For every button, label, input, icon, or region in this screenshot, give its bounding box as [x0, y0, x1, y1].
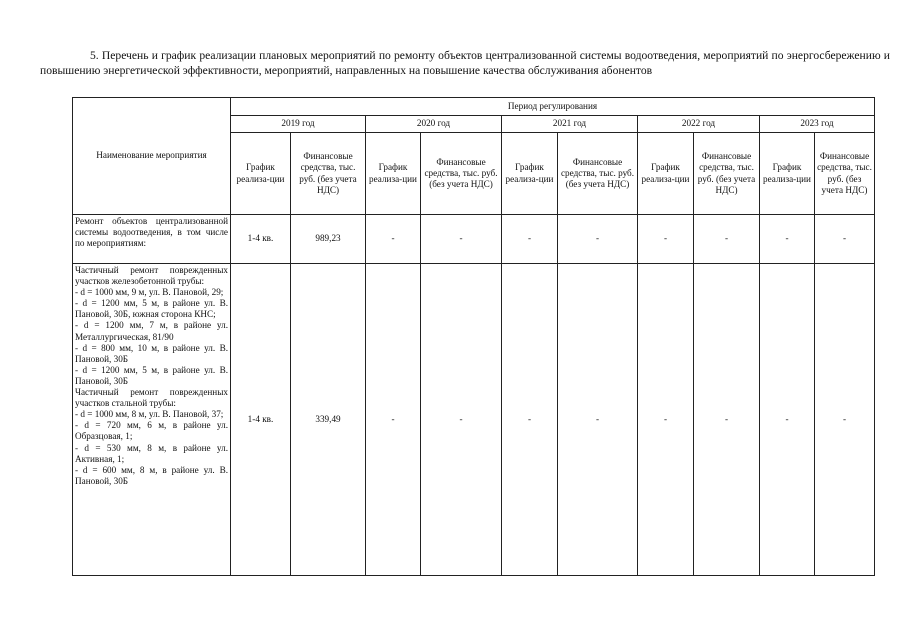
measures-table	[72, 97, 875, 576]
measure-name: Частичный ремонт поврежденных участков железобетонной трубы: - d = 1000 мм, 9 м, ул. В. Пановой, 29; - d = 1200 мм, 5 м, в районе ул. В. Пановой, 30Б, южная сторона КНС; - d = 1200 мм, 7 м, в районе ул. Металлургическая, 81/90 - d = 800 мм, 10 м, в районе ул. В. Пановой, 30Б - d = 1200 мм, 5 м, в районе ул. В. Пановой, 30Б Частичный ремонт поврежденных участков стальной трубы: - d = 1000 мм, 8 м, ул. В. Пановой, 37; - d = 720 мм, 6 м, в районе ул. Образцовая, 1; - d = 530 мм, 8 м, в районе ул. Активная, 1; - d = 600 мм, 8 м, в районе ул. В. Пановой, 30Б	[73, 264, 231, 576]
schedule-header: График реализа-ции	[638, 133, 694, 215]
finance-header: Финансовые средства, тыс. руб. (без учета НДС)	[694, 133, 760, 215]
table-cell: -	[366, 264, 421, 576]
schedule-header: График реализа-ции	[231, 133, 291, 215]
schedule-header: График реализа-ции	[502, 133, 558, 215]
table-cell: -	[760, 264, 815, 576]
finance-header: Финансовые средства, тыс. руб. (без учета НДС)	[815, 133, 875, 215]
period-header: Период регулирования	[231, 98, 875, 116]
table-cell: -	[502, 264, 558, 576]
measure-name: Ремонт объектов централизованной системы водоотведения, в том числе по мероприятиям:	[73, 215, 231, 264]
table-cell: -	[638, 215, 694, 264]
table-cell: -	[366, 215, 421, 264]
table-cell: -	[694, 215, 760, 264]
table-cell: -	[694, 264, 760, 576]
table-cell: -	[502, 215, 558, 264]
table-row	[73, 264, 875, 576]
table-cell: -	[558, 264, 638, 576]
finance-header: Финансовые средства, тыс. руб. (без учета НДС)	[421, 133, 502, 215]
table-row	[73, 215, 875, 264]
table-cell: -	[815, 264, 875, 576]
col-header-name: Наименование мероприятия	[73, 98, 231, 215]
table-cell: 339,49	[291, 264, 366, 576]
table-cell: -	[760, 215, 815, 264]
table-cell: -	[421, 264, 502, 576]
table-cell: -	[815, 215, 875, 264]
table-cell: 1-4 кв.	[231, 264, 291, 576]
table-cell: 989,23	[291, 215, 366, 264]
year-header: 2022 год	[638, 116, 760, 133]
table-cell: -	[558, 215, 638, 264]
year-header: 2023 год	[760, 116, 875, 133]
schedule-header: График реализа-ции	[366, 133, 421, 215]
schedule-header: График реализа-ции	[760, 133, 815, 215]
year-header: 2020 год	[366, 116, 502, 133]
year-header: 2021 год	[502, 116, 638, 133]
table-cell: 1-4 кв.	[231, 215, 291, 264]
year-header: 2019 год	[231, 116, 366, 133]
table-cell: -	[421, 215, 502, 264]
table-cell: -	[638, 264, 694, 576]
finance-header: Финансовые средства, тыс. руб. (без учета НДС)	[558, 133, 638, 215]
finance-header: Финансовые средства, тыс. руб. (без учета НДС)	[291, 133, 366, 215]
section-heading: 5. Перечень и график реализации плановых мероприятий по ремонту объектов централизованной системы водоотведения, мероприятий по энергосбережению и повышению энергетической эффективности, мероприятий, направленных на повышение качества обслуживания абонентов	[40, 49, 890, 77]
